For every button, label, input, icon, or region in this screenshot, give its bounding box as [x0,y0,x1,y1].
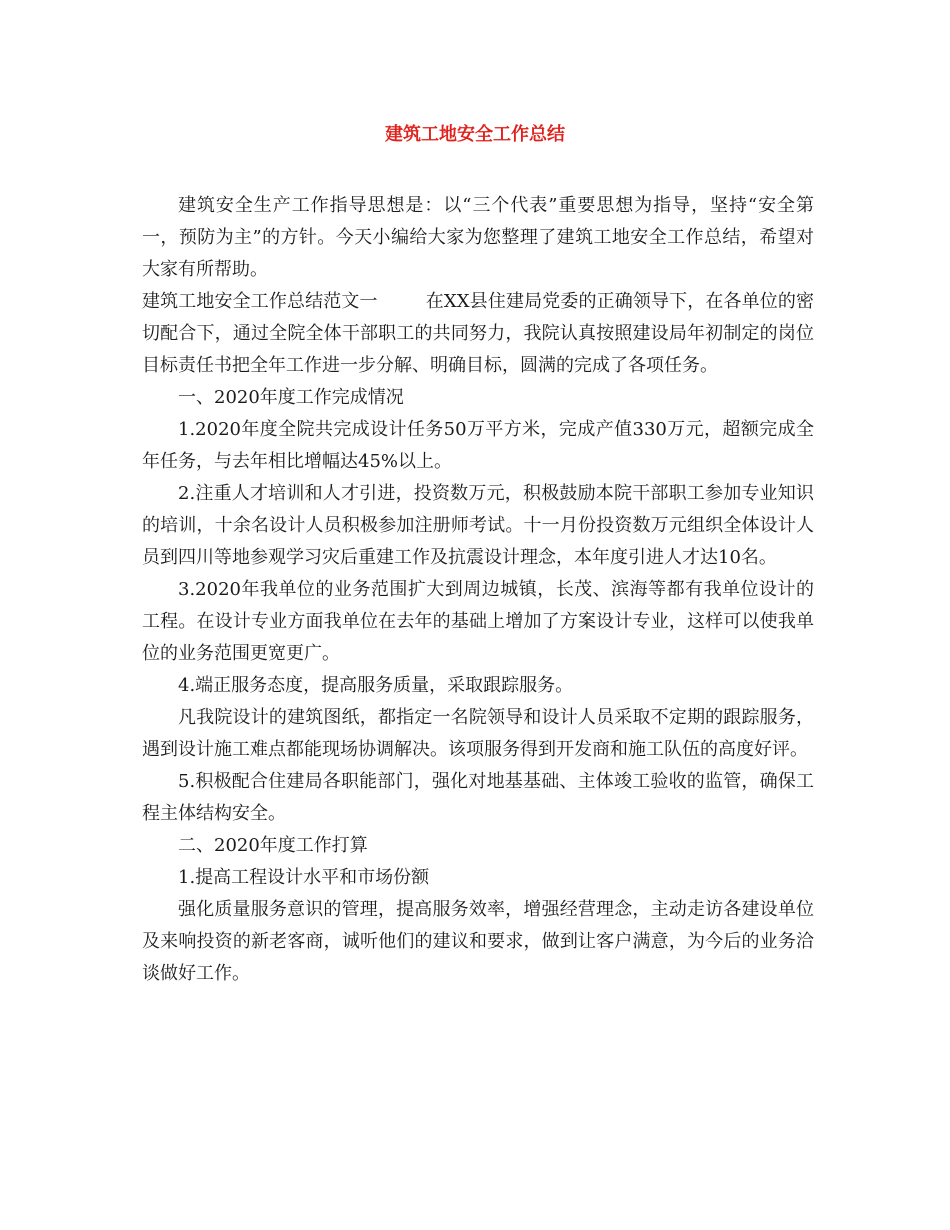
document-title: 建筑工地安全工作总结 [385,124,565,145]
paragraph-item-5: 5.积极配合住建局各职能部门，强化对地基基础、主体竣工验收的监管，确保工程主体结构安全。 [142,771,814,824]
paragraph-item-4-detail: 凡我院设计的建筑图纸，都指定一名院领导和设计人员采取不定期的跟踪服务，遇到设计施工难点都能现场协调解决。该项服务得到开发商和施工队伍的高度好评。 [142,707,814,760]
plan-item-1-detail: 强化质量服务意识的管理，提高服务效率，增强经营理念，主动走访各建设单位及来响投资的新老客商，诚听他们的建议和要求，做到让客户满意，为今后的业务洽谈做好工作。 [142,899,814,984]
paragraph-item-3: 3.2020年我单位的业务范围扩大到周边城镇，长茂、滨海等都有我单位设计的工程。在设计专业方面我单位在去年的基础上增加了方案设计专业，这样可以使我单位的业务范围更宽更广。 [142,579,814,664]
paragraph-item-2: 2.注重人才培训和人才引进，投资数万元，积极鼓励本院干部职工参加专业知识的培训，十余名设计人员积极参加注册师考试。十一月份投资数万元组织全体设计人员到四川等地参观学习灾后重建工作及抗震设计理念，本年度引进人才达10名。 [142,483,814,568]
sample-body: 在XX县住建局党委的正确领导下，在各单位的密切配合下，通过全院全体干部职工的共同努力，我院认真按照建设局年初制定的岗位目标责任书把全年工作进一步分解、明确目标，圆满的完成了各项任务。 [142,291,814,376]
paragraph-item-1: 1.2020年度全院共完成设计任务50万平方米，完成产值330万元，超额完成全年任务，与去年相比增幅达45%以上。 [142,419,814,472]
document-body [142,190,814,990]
section-heading-2: 二、2020年度工作打算 [178,835,368,856]
sample-heading: 建筑工地安全工作总结范文一 [142,291,378,312]
plan-item-1: 1.提高工程设计水平和市场份额 [178,867,430,888]
section-heading-1: 一、2020年度工作完成情况 [178,387,404,408]
paragraph-item-4: 4.端正服务态度，提高服务质量，采取跟踪服务。 [178,675,574,696]
intro-paragraph: 建筑安全生产工作指导思想是：以“三个代表”重要思想为指导，坚持“安全第一，预防为主”的方针。今天小编给大家为您整理了建筑工地安全工作总结，希望对大家有所帮助。 [142,195,814,280]
sample-paragraph [142,286,814,382]
